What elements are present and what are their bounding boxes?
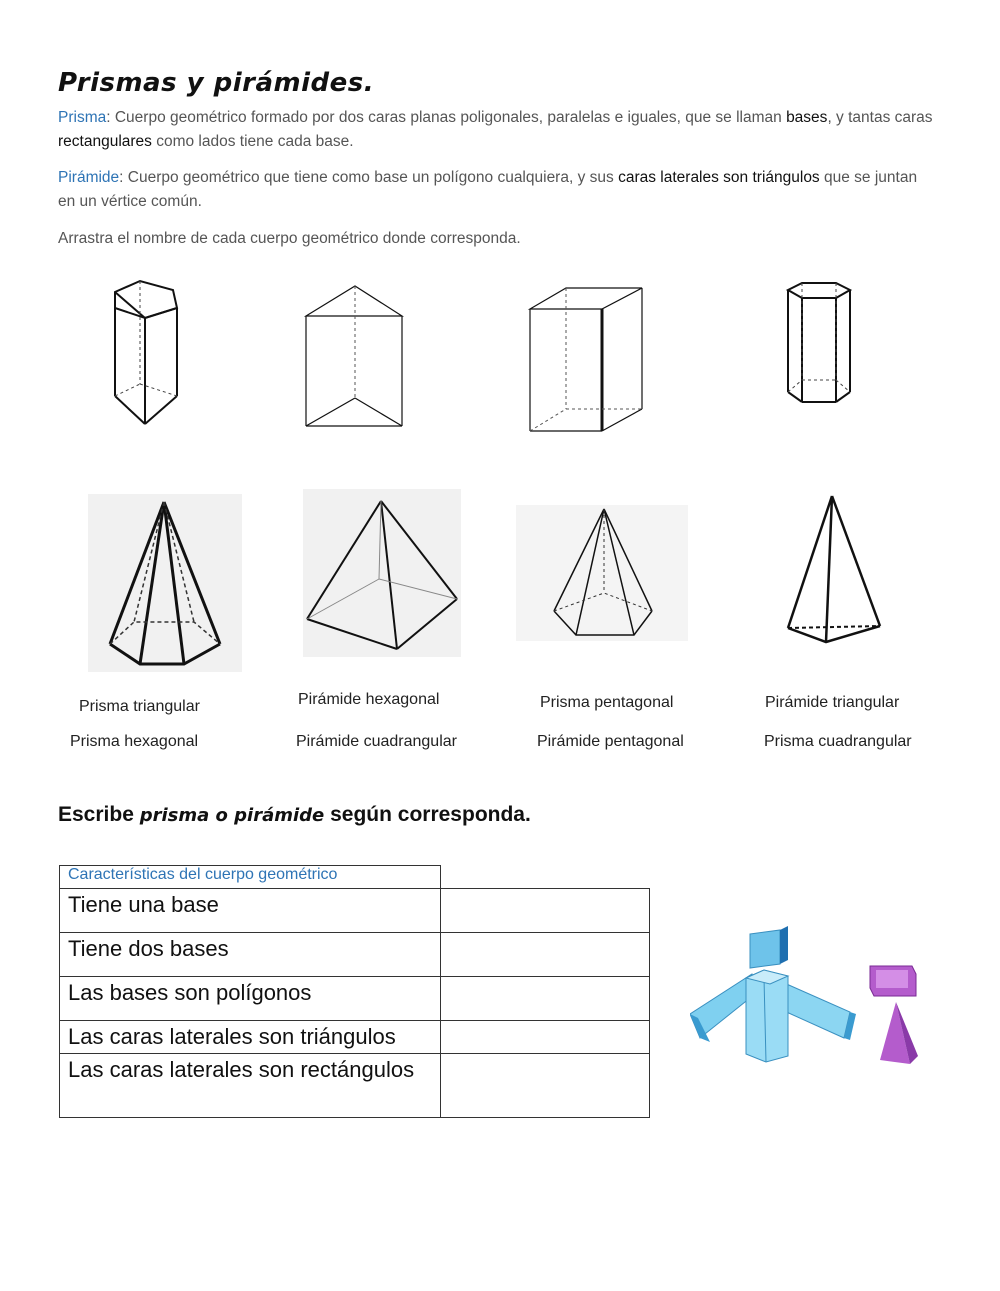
piramide-highlight-caras: caras laterales son triángulos	[618, 169, 820, 186]
geometric-bodies-illustration	[690, 926, 920, 1071]
answer-input-3[interactable]	[449, 983, 645, 1013]
prisma-highlight-rectangulares: rectangulares	[58, 133, 152, 150]
answer-cell	[441, 889, 650, 933]
word-piramide-triangular[interactable]: Pirámide triangular	[765, 694, 900, 711]
piramide-text-1: : Cuerpo geométrico que tiene como base un polígono cualquiera, y sus	[119, 169, 619, 186]
word-prisma-hexagonal[interactable]: Prisma hexagonal	[70, 733, 199, 750]
task-script: prisma o pirámide	[139, 805, 325, 826]
square-pyramid-icon	[303, 489, 461, 657]
task-prefix: Escribe	[58, 803, 140, 826]
table-header-empty	[441, 866, 650, 889]
table-header: Características del cuerpo geométrico	[60, 866, 441, 889]
characteristics-table	[59, 865, 650, 1118]
answer-input-4[interactable]	[449, 1023, 645, 1053]
answer-cell	[441, 933, 650, 977]
word-piramide-pentagonal[interactable]: Pirámide pentagonal	[537, 733, 684, 750]
word-piramide-cuadrangular[interactable]: Pirámide cuadrangular	[296, 733, 457, 750]
prisma-text-2: , y tantas caras	[827, 109, 933, 126]
row-label: Las bases son polígonos	[60, 977, 441, 1021]
answer-cell	[441, 977, 650, 1021]
piramide-term: Pirámide	[58, 169, 120, 186]
row-label: Las caras laterales son triángulos	[60, 1021, 441, 1054]
triangular-prism-icon	[300, 282, 410, 432]
table-row	[60, 977, 650, 1021]
pentagonal-prism-icon	[105, 278, 185, 430]
instruction: Arrastra el nombre de cada cuerpo geométrico donde corresponda.	[58, 230, 521, 247]
answer-input-1[interactable]	[449, 895, 645, 925]
hexagonal-prism-icon	[780, 280, 860, 408]
row-label: Tiene una base	[60, 889, 441, 933]
triangular-pyramid-icon	[784, 492, 884, 644]
word-piramide-hexagonal[interactable]: Pirámide hexagonal	[298, 691, 440, 708]
word-prisma-cuadrangular[interactable]: Prisma cuadrangular	[764, 733, 912, 750]
answer-cell	[441, 1021, 650, 1054]
table-header-row	[60, 866, 650, 889]
piramide-definition	[58, 166, 938, 214]
table-row	[60, 889, 650, 933]
task-heading	[58, 803, 531, 827]
word-prisma-triangular[interactable]: Prisma triangular	[79, 698, 200, 715]
prisma-text-1: : Cuerpo geométrico formado por dos caras planas poligonales, paralelas e iguales, que se llaman	[106, 109, 787, 126]
table-row	[60, 1054, 650, 1118]
answer-cell	[441, 1054, 650, 1118]
row-label: Tiene dos bases	[60, 933, 441, 977]
table-row	[60, 1021, 650, 1054]
row-label: Las caras laterales son rectángulos	[60, 1054, 441, 1118]
prisma-highlight-bases: bases	[786, 109, 828, 126]
pentagonal-pyramid-icon	[516, 505, 688, 641]
table-row	[60, 933, 650, 977]
answer-input-2[interactable]	[449, 939, 645, 969]
hexagonal-pyramid-icon	[88, 494, 242, 672]
piramide-text-2: que se juntan en un vértice común.	[58, 169, 918, 210]
page-title: Prismas y pirámides.	[58, 68, 375, 98]
prisma-definition	[58, 106, 938, 154]
square-prism-icon	[524, 285, 648, 435]
prisma-term: Prisma	[58, 109, 107, 126]
task-suffix: según corresponda.	[324, 803, 531, 826]
word-prisma-pentagonal[interactable]: Prisma pentagonal	[540, 694, 674, 711]
answer-input-5[interactable]	[449, 1072, 645, 1102]
prisma-text-3: como lados tiene cada base.	[151, 133, 354, 150]
